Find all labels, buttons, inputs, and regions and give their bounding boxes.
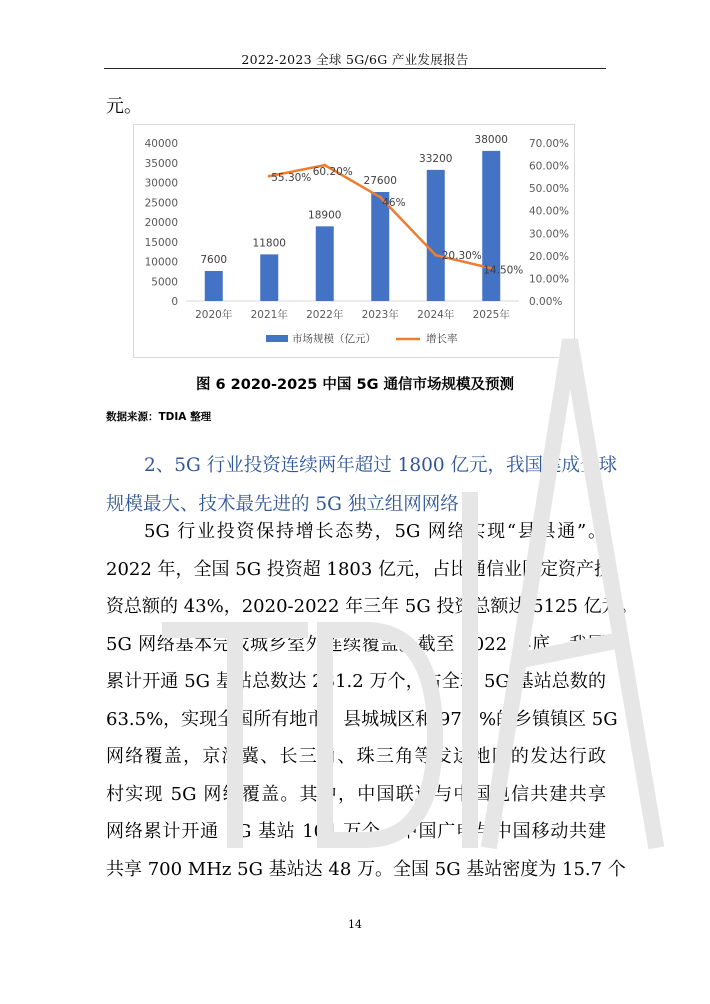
y-right-tick-label: 10.00% — [529, 273, 570, 286]
body-line: 5G 网络基本完成城乡室外连续覆盖。截至 2022 年底，我国 — [106, 633, 606, 655]
growth-rate-data-label: 20.30% — [441, 250, 482, 263]
bar-data-label: 7600 — [200, 253, 228, 266]
previous-paragraph-fragment: 元。 — [106, 96, 142, 117]
bar-data-label: 27600 — [363, 174, 397, 187]
body-line: 共享 700 MHz 5G 基站达 48 万。全国 5G 基站密度为 15.7 个 — [106, 858, 626, 880]
y-left-tick-label: 35000 — [144, 157, 178, 170]
legend-bar-swatch — [266, 335, 288, 342]
legend-bar-label: 市场规模（亿元） — [292, 333, 376, 345]
x-tick-label: 2024年 — [417, 309, 455, 321]
bar — [205, 271, 223, 301]
bar — [316, 226, 334, 301]
growth-rate-data-label: 14.50% — [483, 264, 524, 277]
y-left-tick-label: 20000 — [144, 217, 178, 229]
growth-rate-point — [434, 254, 437, 257]
y-right-tick-label: 30.00% — [529, 228, 570, 241]
body-line: 2022 年，全国 5G 投资超 1803 亿元，占比通信业固定资产投 — [106, 558, 613, 580]
body-line: 63.5%，实现全国所有地市、县城城区和 97.7%的乡镇镇区 5G — [106, 708, 618, 730]
body-line: 网络覆盖，京津冀、长三角、珠三角等发达地区的发达行政 — [106, 746, 606, 767]
x-tick-label: 2020年 — [195, 309, 233, 321]
header-rule — [104, 68, 606, 69]
data-source: 数据来源：TDIA 整理 — [106, 411, 212, 423]
y-left-tick-label: 5000 — [151, 276, 178, 289]
bar-data-label: 18900 — [308, 209, 342, 222]
figure-caption: 图 6 2020-2025 中国 5G 通信市场规模及预测 — [195, 377, 515, 393]
y-left-tick-label: 0 — [171, 296, 178, 308]
market-size-chart — [133, 124, 575, 358]
section-heading-line-1: 2、5G 行业投资连续两年超过 1800 亿元，我国建成全球 — [144, 455, 618, 476]
y-right-tick-label: 70.00% — [529, 138, 570, 150]
y-left-tick-label: 15000 — [144, 236, 178, 249]
chart-svg — [134, 125, 574, 357]
running-header: 2022-2023 全球 5G/6G 产业发展报告 — [241, 52, 469, 67]
y-left-tick-label: 30000 — [144, 177, 178, 190]
x-tick-label: 2025年 — [472, 309, 510, 321]
x-tick-label: 2021年 — [250, 309, 288, 321]
body-line: 累计开通 5G 基站总数达 231.2 万个，占全球 5G 基站总数的 — [106, 671, 606, 692]
y-right-tick-label: 60.00% — [529, 160, 570, 173]
growth-rate-data-label: 55.30% — [271, 172, 312, 185]
bar-data-label: 33200 — [419, 152, 453, 165]
x-tick-label: 2023年 — [361, 309, 399, 321]
body-line: 资总额的 43%，2020-2022 年三年 5G 投资总额达 5125 亿元。 — [106, 596, 638, 617]
y-right-tick-label: 0.00% — [529, 296, 563, 308]
bar — [427, 170, 445, 301]
legend-line-label: 增长率 — [426, 333, 458, 345]
y-right-tick-label: 50.00% — [529, 183, 570, 196]
bar-data-label: 38000 — [474, 133, 508, 146]
y-right-tick-label: 40.00% — [529, 205, 570, 218]
body-line: 网络累计开通 5G 基站 104 万个，中国广电与中国移动共建 — [106, 821, 606, 842]
body-paragraph — [106, 513, 638, 888]
y-left-tick-label: 10000 — [144, 256, 178, 269]
x-tick-label: 2022年 — [306, 309, 344, 321]
y-left-tick-label: 40000 — [144, 138, 178, 150]
y-left-tick-label: 25000 — [144, 197, 178, 210]
growth-rate-data-label: 60.20% — [312, 166, 353, 179]
page-number: 14 — [348, 918, 362, 931]
bar-data-label: 11800 — [252, 237, 286, 250]
body-line: 5G 行业投资保持增长态势，5G 网络实现“县县通”。 — [144, 521, 606, 542]
y-right-tick-label: 20.00% — [529, 250, 570, 263]
bar — [482, 151, 500, 301]
growth-rate-data-label: 46% — [382, 197, 406, 210]
body-line: 村实现 5G 网络覆盖。其中，中国联通与中国电信共建共享 — [106, 783, 606, 805]
section-heading-line-2: 规模最大、技术最先进的 5G 独立组网网络 — [106, 494, 459, 515]
bar — [260, 254, 278, 301]
